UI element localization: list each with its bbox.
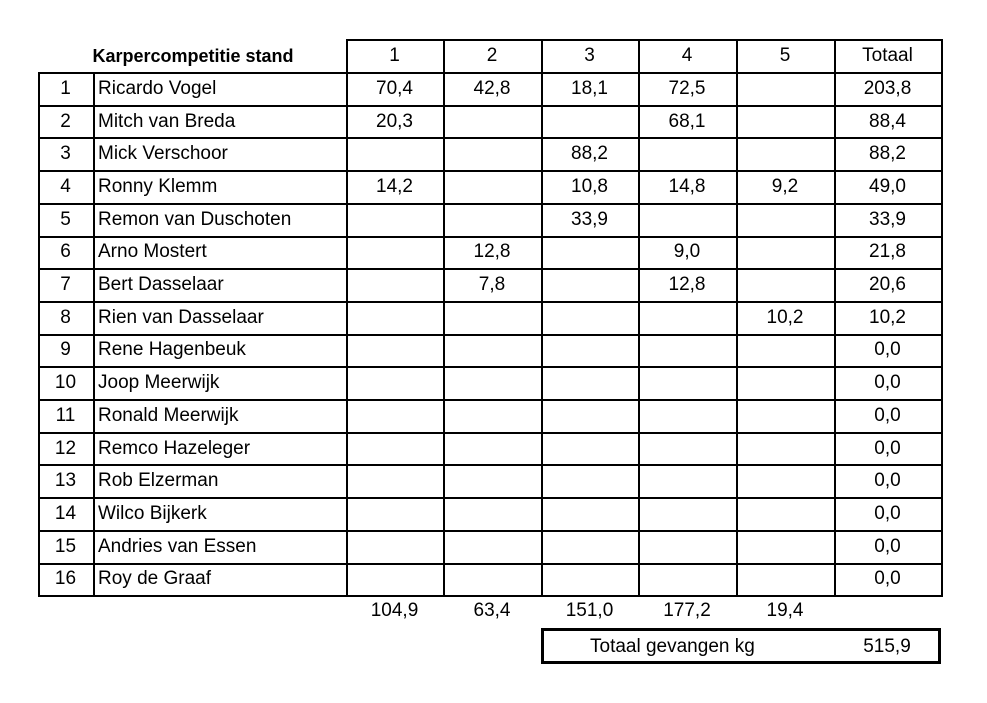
score-cell [443,334,541,367]
row-rank: 9 [60,339,71,361]
column-total: 104,9 [370,599,419,621]
score-cell [736,497,834,530]
row-name: Ronald Meerwijk [98,404,239,426]
row-total: 88,4 [869,110,906,132]
score-cell [346,366,443,399]
score-cell [541,236,638,269]
score-cell [736,563,834,596]
row-name: Rob Elzerman [98,470,219,492]
score-cell [346,530,443,563]
row-name: Bert Dasselaar [98,274,224,296]
score-cell [541,530,638,563]
score-cell [541,334,638,367]
score-cell: 18,1 [571,77,608,99]
row-total: 0,0 [874,372,901,394]
score-cell [541,366,638,399]
score-cell [346,268,443,301]
row-name: Wilco Bijkerk [98,502,207,524]
score-cell: 70,4 [376,77,413,99]
row-name: Andries van Essen [98,535,257,557]
score-cell [736,399,834,432]
score-cell [443,170,541,203]
row-total: 20,6 [869,274,906,296]
column-header: 1 [389,45,400,66]
row-rank: 12 [54,437,77,459]
score-cell [443,105,541,138]
score-cell [736,137,834,170]
score-cell [541,464,638,497]
score-cell [346,563,443,596]
score-cell [638,137,736,170]
score-cell [443,432,541,465]
score-cell: 9,0 [673,241,701,263]
score-cell [443,366,541,399]
grand-total-label: Totaal gevangen kg [590,635,755,657]
score-cell [638,530,736,563]
row-rank: 8 [60,306,71,328]
row-rank: 2 [60,110,71,132]
row-total: 0,0 [874,339,901,361]
row-rank: 13 [54,470,77,492]
score-cell: 68,1 [668,110,706,132]
row-name: Remco Hazeleger [98,437,251,459]
row-name: Roy de Graaf [98,568,211,590]
row-name: Mick Verschoor [98,143,228,165]
score-cell [638,334,736,367]
row-name: Rien van Dasselaar [98,306,264,328]
score-cell [736,203,834,236]
score-cell [638,301,736,334]
score-cell [541,301,638,334]
score-cell [638,497,736,530]
score-cell [736,464,834,497]
row-total: 0,0 [874,404,901,426]
column-header: 2 [486,45,498,66]
column-total: 151,0 [565,599,614,621]
column-total: 63,4 [473,599,511,621]
score-cell [541,563,638,596]
row-total: 0,0 [874,470,901,492]
column-header: Totaal [862,45,913,66]
score-cell [736,334,834,367]
row-total: 0,0 [874,502,901,524]
score-cell [736,432,834,465]
score-cell [541,497,638,530]
grand-total-value: 515,9 [863,635,911,657]
score-cell: 9,2 [771,175,799,197]
score-cell [346,497,443,530]
score-cell: 14,8 [668,175,706,197]
score-cell [541,399,638,432]
score-cell [443,563,541,596]
score-cell [443,203,541,236]
score-cell [638,203,736,236]
row-total: 0,0 [874,437,901,459]
row-rank: 15 [54,535,77,557]
row-total: 21,8 [869,241,906,263]
score-cell [736,105,834,138]
score-cell [346,301,443,334]
row-total: 49,0 [869,175,906,197]
column-total: 19,4 [766,599,804,621]
score-cell [541,105,638,138]
score-cell: 12,8 [473,241,511,263]
score-cell [736,366,834,399]
column-header: 3 [584,45,595,66]
column-total: 177,2 [663,599,711,621]
score-cell [346,236,443,269]
score-cell [736,268,834,301]
score-cell: 10,8 [571,175,608,197]
score-cell [443,530,541,563]
row-total: 203,8 [863,77,912,99]
score-cell [541,432,638,465]
column-header: 4 [681,45,693,66]
row-name: Rene Hagenbeuk [98,339,246,361]
row-rank: 14 [54,502,77,524]
score-cell: 10,2 [766,306,804,328]
page-title: Karpercompetitie stand [92,46,294,66]
score-cell [736,72,834,105]
row-total: 33,9 [869,208,906,230]
row-rank: 11 [55,404,76,426]
score-cell [346,137,443,170]
score-cell: 7,8 [478,274,506,296]
row-rank: 3 [60,143,71,165]
score-cell [346,432,443,465]
row-rank: 16 [54,568,77,590]
column-header: 5 [779,45,791,66]
score-cell [346,399,443,432]
score-cell [541,268,638,301]
score-cell [736,236,834,269]
row-name: Arno Mostert [98,241,207,263]
row-rank: 10 [54,372,77,394]
score-cell [638,399,736,432]
score-cell: 42,8 [473,77,511,99]
row-rank: 6 [60,241,71,263]
score-cell [346,464,443,497]
score-cell [346,203,443,236]
score-cell: 33,9 [571,208,608,230]
row-total: 10,2 [869,306,906,328]
row-rank: 7 [60,274,71,296]
score-cell [443,497,541,530]
score-cell [638,432,736,465]
score-cell: 20,3 [376,110,413,132]
row-name: Mitch van Breda [98,110,236,132]
score-cell [443,464,541,497]
score-cell: 14,2 [376,175,413,197]
row-name: Ronny Klemm [98,175,218,197]
row-name: Ricardo Vogel [98,77,217,99]
score-cell: 72,5 [668,77,706,99]
score-cell [346,334,443,367]
score-cell [638,366,736,399]
row-total: 0,0 [874,568,901,590]
row-total: 0,0 [874,535,901,557]
score-cell [443,399,541,432]
row-name: Remon van Duschoten [98,208,292,230]
score-cell: 88,2 [571,143,608,165]
row-rank: 4 [60,175,71,197]
score-cell [638,563,736,596]
score-cell [638,464,736,497]
score-cell: 12,8 [668,274,706,296]
row-rank: 5 [60,208,71,230]
score-cell [736,530,834,563]
score-cell [443,301,541,334]
row-rank: 1 [60,77,71,99]
row-total: 88,2 [869,143,906,165]
score-cell [443,137,541,170]
col-border [941,39,943,597]
row-name: Joop Meerwijk [98,372,220,394]
